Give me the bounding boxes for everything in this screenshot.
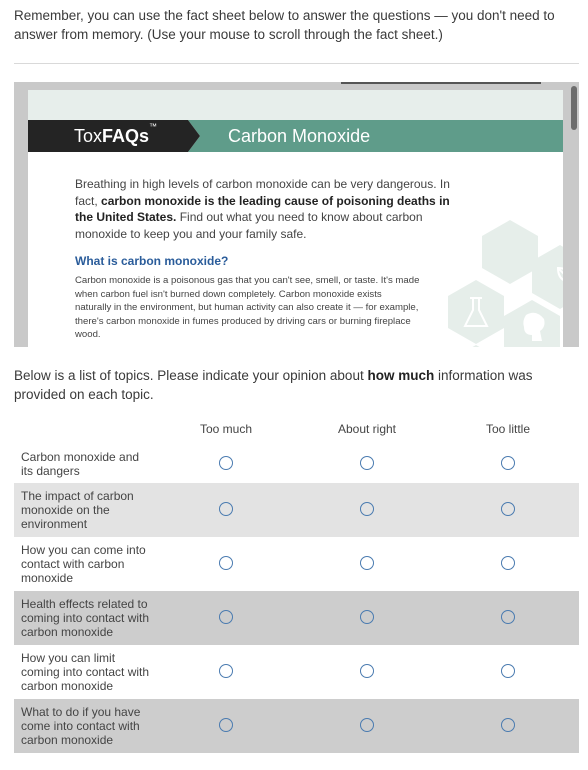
matrix-row (14, 699, 579, 753)
column-too-little: Too little (485, 422, 531, 436)
radio-about-right[interactable] (360, 610, 374, 624)
radio-about-right[interactable] (360, 718, 374, 732)
radio-too-little[interactable] (501, 610, 515, 624)
radio-about-right[interactable] (360, 556, 374, 570)
divider (14, 63, 579, 64)
row-label: Health effects related to coming into contact with carbon monoxide (21, 597, 150, 639)
viewer-top-bar (341, 82, 541, 84)
radio-too-much[interactable] (219, 502, 233, 516)
radio-about-right[interactable] (360, 502, 374, 516)
toxfaqs-logo: ToxFAQs™ (28, 120, 188, 152)
radio-too-little[interactable] (501, 664, 515, 678)
matrix-row (14, 448, 579, 483)
radio-too-much[interactable] (219, 718, 233, 732)
radio-too-little[interactable] (501, 718, 515, 732)
matrix-header (14, 418, 579, 448)
radio-too-much[interactable] (219, 556, 233, 570)
row-label: Carbon monoxide and its dangers (21, 450, 140, 478)
fact-sheet-question-heading: What is carbon monoxide? (75, 254, 229, 268)
column-too-much: Too much (199, 422, 253, 436)
matrix-question-prompt: Below is a list of topics. Please indicate your opinion about how much information was provided on each topic. (14, 368, 533, 402)
row-label: The impact of carbon monoxide on the environment (21, 489, 134, 531)
matrix-row (14, 591, 579, 645)
radio-too-much[interactable] (219, 456, 233, 470)
row-label: How you can limit coming into contact with carbon monoxide (21, 651, 150, 693)
fact-sheet-banner (28, 120, 563, 152)
radio-about-right[interactable] (360, 664, 374, 678)
matrix-row (14, 483, 579, 537)
column-about-right: About right (337, 422, 397, 436)
row-label: What to do if you have come into contact with carbon monoxide (21, 705, 141, 747)
matrix-row (14, 537, 579, 591)
hexagon-pattern-icon (448, 220, 563, 347)
radio-about-right[interactable] (360, 456, 374, 470)
radio-too-little[interactable] (501, 502, 515, 516)
fact-sheet-lead: Breathing in high levels of carbon monoxide can be very dangerous. In fact, carbon monoxide is the leading cause of poisoning deaths in the United States. Find out what you need to know about carbon monoxide to keep you and your family safe. (75, 177, 450, 241)
radio-too-much[interactable] (219, 610, 233, 624)
page-header-band (28, 90, 563, 120)
matrix-row (14, 645, 579, 699)
radio-too-little[interactable] (501, 456, 515, 470)
fact-sheet-title: Carbon Monoxide (200, 120, 563, 152)
radio-too-much[interactable] (219, 664, 233, 678)
fact-sheet-question-body: Carbon monoxide is a poisonous gas that you can't see, smell, or taste. It's made when carbon fuel isn't burned down completely. Carbon monoxide exists naturally in the environment, but human activity can also create it — for example, there's carbon monoxide in fumes produced by driving cars or burning fireplace wood. (75, 275, 420, 341)
instructions-text: Remember, you can use the fact sheet below to answer the questions — you don't need to answer from memory. (Use your mouse to scroll through the fact sheet.) (14, 8, 555, 42)
radio-too-little[interactable] (501, 556, 515, 570)
row-label: How you can come into contact with carbon monoxide (21, 543, 146, 585)
fact-sheet-scrollbar[interactable] (571, 86, 577, 130)
opinion-matrix (14, 418, 579, 753)
fact-sheet-viewer[interactable] (14, 82, 579, 347)
fact-sheet-page (28, 90, 563, 347)
